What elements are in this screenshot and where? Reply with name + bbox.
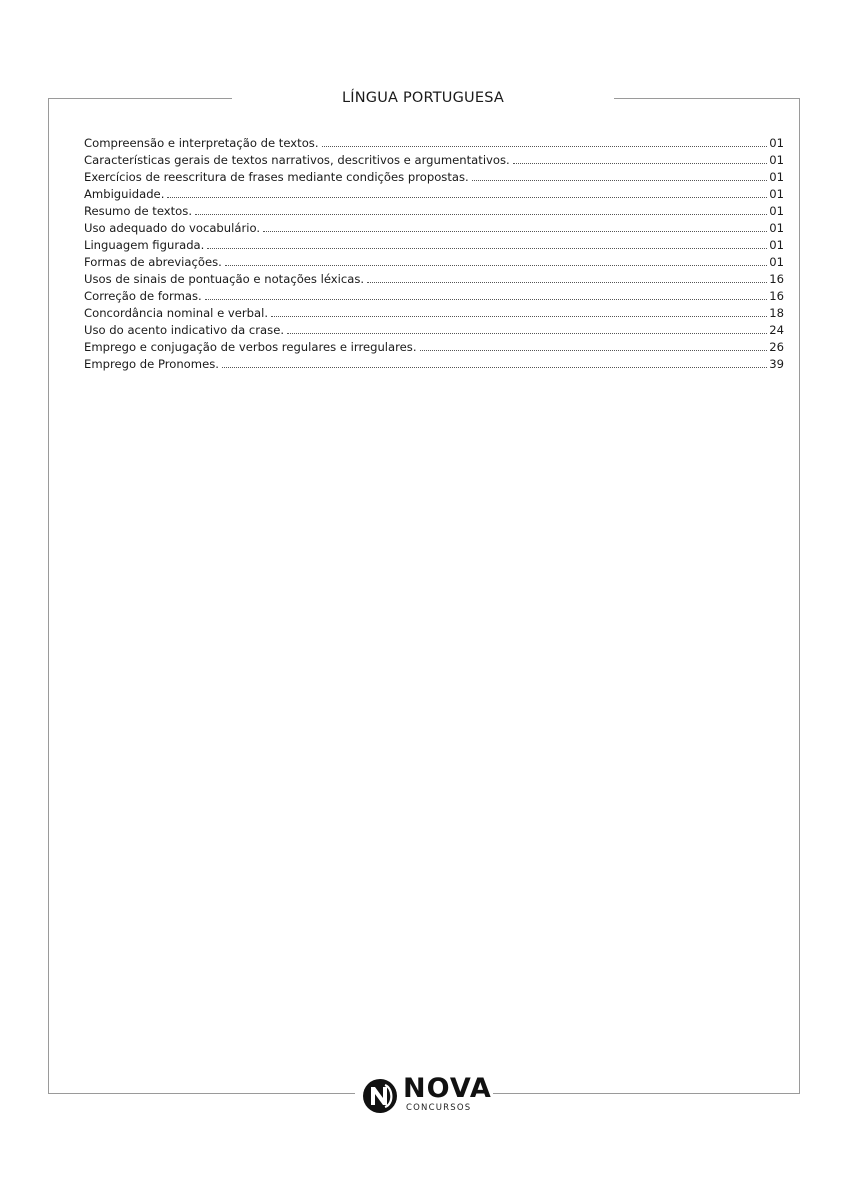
toc-entry-text: Correção de formas. <box>84 289 202 303</box>
toc-entry-text: Resumo de textos. <box>84 204 193 218</box>
toc-leader-dots <box>205 298 768 300</box>
toc-page-number: 01 <box>769 153 784 167</box>
toc-entry[interactable] <box>84 169 784 186</box>
logo-wordmark: NOVA <box>403 1073 492 1104</box>
toc-leader-dots <box>225 264 767 266</box>
toc-entry-text: Compreensão e interpretação de textos. <box>84 136 319 150</box>
toc-entry-text: Formas de abreviações. <box>84 255 222 269</box>
toc-leader-dots <box>513 162 767 164</box>
toc-entry[interactable] <box>84 288 784 305</box>
toc-leader-dots <box>207 247 767 249</box>
toc-page-number: 01 <box>769 170 784 184</box>
toc-entry[interactable] <box>84 186 784 203</box>
toc-page-number: 01 <box>769 221 784 235</box>
logo-subtitle: CONCURSOS <box>406 1103 472 1113</box>
toc-entry[interactable] <box>84 254 784 271</box>
toc-entry[interactable] <box>84 271 784 288</box>
toc-leader-dots <box>472 179 768 181</box>
toc-entry-text: Usos de sinais de pontuação e notações léxicas. <box>84 272 365 286</box>
toc-page-number: 18 <box>769 306 784 320</box>
toc-page-number: 24 <box>769 323 784 337</box>
toc-page-number: 39 <box>769 357 784 371</box>
table-of-contents <box>84 135 784 373</box>
toc-entry[interactable] <box>84 237 784 254</box>
toc-leader-dots <box>322 145 768 147</box>
toc-entry[interactable] <box>84 339 784 356</box>
toc-entry-text: Uso adequado do vocabulário. <box>84 221 261 235</box>
toc-page-number: 26 <box>769 340 784 354</box>
nova-concursos-logo-icon <box>362 1078 398 1114</box>
toc-entry[interactable] <box>84 203 784 220</box>
toc-leader-dots <box>263 230 767 232</box>
toc-entry-text: Uso do acento indicativo da crase. <box>84 323 285 337</box>
toc-entry[interactable] <box>84 305 784 322</box>
toc-entry[interactable] <box>84 322 784 339</box>
toc-leader-dots <box>167 196 767 198</box>
toc-entry[interactable] <box>84 356 784 373</box>
page-title: LÍNGUA PORTUGUESA <box>341 90 505 106</box>
toc-page-number: 16 <box>769 289 784 303</box>
toc-leader-dots <box>287 332 767 334</box>
toc-page-number: 01 <box>769 187 784 201</box>
toc-entry-text: Exercícios de reescritura de frases mediante condições propostas. <box>84 170 469 184</box>
toc-entry[interactable] <box>84 152 784 169</box>
toc-page-number: 01 <box>769 238 784 252</box>
toc-leader-dots <box>271 315 767 317</box>
toc-entry[interactable] <box>84 135 784 152</box>
toc-page-number: 01 <box>769 204 784 218</box>
nova-concursos-logo <box>362 1073 492 1114</box>
toc-entry[interactable] <box>84 220 784 237</box>
toc-page-number: 16 <box>769 272 784 286</box>
toc-page-number: 01 <box>769 255 784 269</box>
toc-leader-dots <box>195 213 767 215</box>
toc-leader-dots <box>222 366 767 368</box>
toc-entry-text: Linguagem figurada. <box>84 238 205 252</box>
toc-entry-text: Emprego de Pronomes. <box>84 357 219 371</box>
toc-entry-text: Concordância nominal e verbal. <box>84 306 269 320</box>
toc-leader-dots <box>367 281 767 283</box>
toc-entry-text: Ambiguidade. <box>84 187 165 201</box>
toc-entry-text: Emprego e conjugação de verbos regulares e irregulares. <box>84 340 417 354</box>
toc-page-number: 01 <box>769 136 784 150</box>
toc-leader-dots <box>420 349 768 351</box>
toc-entry-text: Características gerais de textos narrativos, descritivos e argumentativos. <box>84 153 510 167</box>
